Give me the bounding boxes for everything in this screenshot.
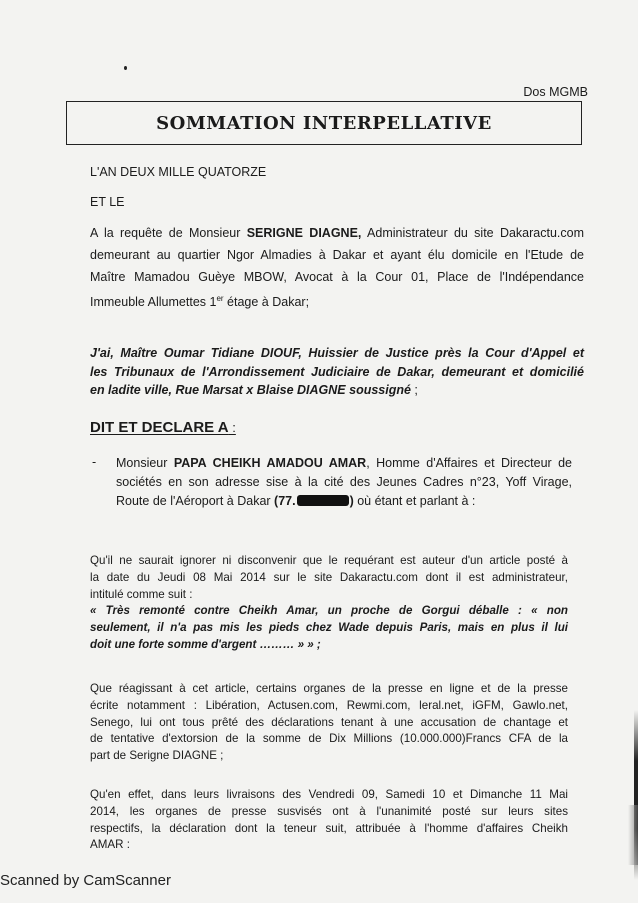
destinataire-line-1: Monsieur PAPA CHEIKH AMADOU AMAR, Homme d'Affaires et Directeur de bbox=[116, 456, 573, 470]
huissier-line-1: J'ai, Maître Oumar Tidiane DIOUF, Huissier de Justice près la Cour d'Appel et bbox=[90, 346, 584, 360]
requete-line-3: Maître Mamadou Guèye MBOW, Avocat à la Cour 01, Place de l'Indépendance bbox=[90, 270, 584, 284]
requete-paragraph bbox=[90, 222, 584, 313]
reaction-line-5: part de Serigne DIAGNE ; bbox=[90, 749, 224, 763]
requete-line-2: demeurant au quartier Ngor Almadies à Dakar et ayant élu domicile en l'Etude de bbox=[90, 248, 584, 262]
dit-et-declare-heading: DIT ET DECLARE A : bbox=[90, 419, 236, 436]
paragraph-article bbox=[90, 553, 568, 654]
requete-line-1: A la requête de Monsieur SERIGNE DIAGNE, Administrateur du site Dakaractu.com bbox=[90, 226, 585, 240]
livraisons-line-1: Qu'en effet, dans leurs livraisons des Vendredi 09, Samedi 10 et Dimanche 11 Mai bbox=[90, 788, 568, 801]
speck-mark bbox=[124, 66, 127, 70]
scanner-watermark: Scanned by CamScanner bbox=[0, 872, 171, 889]
article-line-2: la date du Jeudi 08 Mai 2014 sur le site Dakaractu.com dont il est administrateur, bbox=[90, 570, 568, 584]
destinataire-block bbox=[116, 454, 572, 511]
destinataire-name: PAPA CHEIKH AMADOU AMAR bbox=[173, 456, 367, 470]
article-quote-line-1: « Très remonté contre Cheikh Amar, un proche de Gorgui déballe : « non bbox=[90, 604, 568, 618]
document-title: SOMMATION INTERPELLATIVE bbox=[156, 113, 492, 134]
livraisons-line-2: 2014, les organes de presse susvisés ont à l'unanimité posté sur leurs sites bbox=[90, 804, 568, 818]
redacted-phone-mark bbox=[297, 495, 349, 506]
article-line-1: Qu'il ne saurait ignorer ni disconvenir que le requérant est auteur d'un article posté à bbox=[90, 554, 568, 567]
destinataire-line-3: Route de l'Aéroport à Dakar (77. ) où étant et parlant à : bbox=[116, 494, 476, 508]
dossier-reference: Dos MGMB bbox=[523, 85, 588, 99]
paragraph-livraisons bbox=[90, 787, 568, 854]
date-et-le: ET LE bbox=[90, 195, 125, 209]
huissier-line-2: les Tribunaux de l'Arrondissement Judiciaire de Dakar, demeurant et domicilié bbox=[90, 364, 584, 379]
livraisons-line-4: AMAR : bbox=[90, 838, 130, 852]
title-box bbox=[66, 101, 582, 145]
huissier-paragraph bbox=[90, 344, 584, 400]
requete-line-4: Immeuble Allumettes 1er étage à Dakar; bbox=[90, 294, 310, 310]
bullet-dash: - bbox=[92, 455, 97, 469]
destinataire-line-2: sociétés en son adresse sise à la cité des Jeunes Cadres n°23, Yoff Virage, bbox=[116, 475, 572, 489]
article-quote-line-3: doit une forte somme d'argent ……… » » ; bbox=[90, 637, 321, 651]
livraisons-line-3: respectifs, la déclaration dont la teneur suit, attribuée à l'homme d'affaires Cheikh bbox=[90, 821, 568, 835]
paragraph-reaction bbox=[90, 681, 568, 765]
requerant-name: SERIGNE DIAGNE, bbox=[246, 226, 362, 240]
article-quote-line-2: seulement, il n'a pas mis les pieds chez Wade depuis Paris, mais en plus il lui bbox=[90, 621, 568, 635]
date-year: L'AN DEUX MILLE QUATORZE bbox=[90, 165, 267, 179]
reaction-line-4: de tentative d'extorsion de la somme de Dix Millions (10.000.000)Francs CFA de la bbox=[90, 732, 568, 746]
article-line-3: intitulé comme suit : bbox=[90, 587, 193, 601]
reaction-line-1: Que réagissant à cet article, certains organes de la presse en ligne et de la presse bbox=[90, 682, 568, 695]
reaction-line-3: Senego, lui ont tous prêté des déclarations tenant à une accusation de chantage et bbox=[90, 715, 568, 729]
scan-edge-shadow-2 bbox=[628, 805, 638, 865]
reaction-line-2: écrite notamment : Libération, Actusen.com, Rewmi.com, leral.net, iGFM, Gawlo.net, bbox=[90, 698, 568, 712]
huissier-line-3: en ladite ville, Rue Marsat x Blaise DIAGNE soussigné ; bbox=[90, 383, 418, 397]
